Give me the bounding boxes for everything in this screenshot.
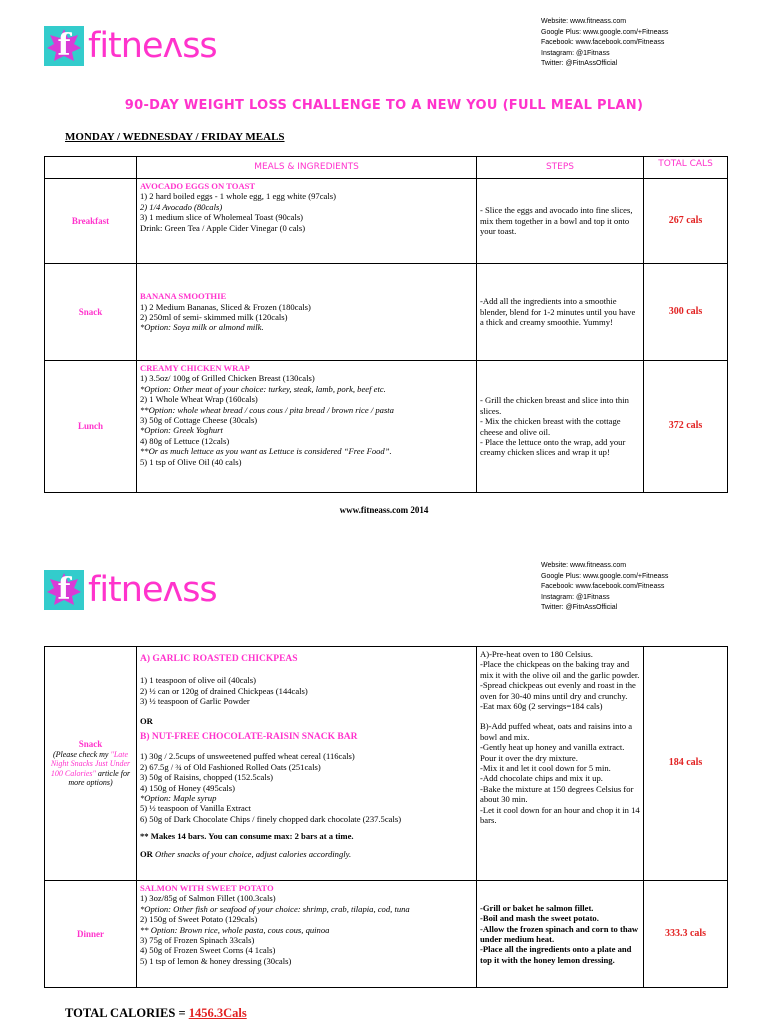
logo-badge-icon: f	[44, 26, 84, 66]
ingredients-cell	[137, 647, 477, 881]
contact-website: Website: www.fitneass.com	[541, 562, 627, 569]
step-line: -Gently heat up honey and vanilla extract. Pour it over the dry mixture.	[480, 742, 625, 763]
contact-block	[541, 17, 668, 70]
ingredient-line: 2) 67.5g / ¾ of Old Fashioned Rolled Oats (251cals)	[140, 761, 321, 772]
table-row	[45, 179, 728, 264]
steps-cell	[477, 881, 644, 988]
dish-title: BANANA SMOOTHIE	[140, 291, 227, 302]
ingredient-line: 4) 50g of Frozen Sweet Corns (4 1cals)	[140, 945, 276, 956]
contact-google: Google Plus: www.google.com/+Fitneass	[541, 572, 669, 580]
ingredient-line: 1) 2 Medium Bananas, Sliced & Frozen (180cals)	[140, 301, 311, 312]
ingredient-line: 1) 30g / 2.5cups of unsweetened puffed wheat cereal (116cals)	[140, 751, 355, 762]
day-subheading: MONDAY / WEDNESDAY / FRIDAY MEALS	[65, 131, 285, 143]
step-line: B)-Add puffed wheat, oats and raisins into a bowl and mix.	[480, 721, 633, 742]
step-line: -Place all the ingredients onto a plate and top it with the honey lemon dressing.	[480, 944, 632, 965]
table-row	[45, 361, 728, 493]
ingredient-line: 2) ½ can or 120g of drained Chickpeas (144cals)	[140, 685, 308, 696]
step-line: - Mix the chicken breast with the cottage cheese and olive oil.	[480, 416, 621, 437]
ingredient-line: *Option: Other fish or seafood of your choice: shrimp, crab, tilapia, cod, tuna	[140, 903, 410, 914]
other-snacks-note: OR Other snacks of your choice, adjust calories accordingly.	[140, 848, 352, 859]
table-row	[45, 647, 728, 881]
contact-block-2	[541, 561, 668, 614]
ingredient-line: 4) 150g of Honey (495cals)	[140, 782, 235, 793]
steps-cell	[477, 179, 644, 264]
step-line: -Allow the frozen spinach and corn to thaw under medium heat.	[480, 923, 639, 944]
contact-website: Website: www.fitneass.com	[541, 18, 627, 25]
step-line: - Place the lettuce onto the wrap, add your creamy chicken slices and wrap it up!	[480, 436, 626, 458]
ingredient-line: Drink: Green Tea / Apple Cider Vinegar (0 cals)	[140, 222, 306, 233]
or-separator: OR	[140, 715, 153, 726]
category-snack: Snack (Please check my "Late Night Snacks Just Under 100 Calories" article for more options)	[45, 647, 137, 881]
step-line: A)-Pre-heat oven to 180 Celsius.	[480, 649, 593, 659]
contact-google: Google Plus: www.google.com/+Fitneass	[541, 28, 669, 36]
dish-title: A) GARLIC ROASTED CHICKPEAS	[140, 654, 298, 664]
steps-cell	[477, 647, 644, 881]
meal-table-2	[44, 646, 728, 988]
dish-title: AVOCADO EGGS ON TOAST	[140, 181, 256, 191]
ingredient-line: 3) 75g of Frozen Spinach 33cals)	[140, 935, 255, 946]
ingredients-cell	[137, 179, 477, 264]
ingredient-line: *Option: Maple syrup	[140, 793, 217, 804]
ingredient-line: 5) 1 tsp of Olive Oil (40 cals)	[140, 456, 242, 467]
ingredient-line: 1) 3.5oz/ 100g of Grilled Chicken Breast (130cals)	[140, 373, 315, 384]
category-dinner: Dinner	[45, 881, 137, 988]
category-lunch: Lunch	[45, 361, 137, 493]
ingredient-line: *Option: Greek Yoghurt	[140, 425, 223, 436]
total-value: 1456.3Cals	[188, 1006, 247, 1020]
ingredient-line: 1) 1 teaspoon of olive oil (40cals)	[140, 675, 256, 686]
page-footer: www.fitneass.com 2014	[339, 505, 429, 515]
dish-title: SALMON WITH SWEET POTATO	[140, 883, 274, 893]
ingredient-line: 2) 1 Whole Wheat Wrap (160cals)	[140, 394, 258, 405]
ingredient-line: 6) 50g of Dark Chocolate Chips / finely chopped dark chocolate (237.5cals)	[140, 813, 402, 824]
step-line: -Place the chickpeas on the baking tray and mix it with the olive oil and the garlic powder.	[480, 659, 640, 680]
ingredient-line: 3) 50g of Cottage Cheese (30cals)	[140, 415, 258, 426]
contact-facebook: Facebook: www.facebook.com/Fitneass	[541, 583, 665, 591]
calories-value: 372 cals	[644, 361, 728, 493]
brand-logo-2	[44, 570, 217, 610]
ingredient-line: 3) 50g of Raisins, chopped (152.5cals)	[140, 772, 273, 783]
ingredient-line: 2) 250ml of semi- skimmed milk (120cals)	[140, 312, 288, 322]
ingredient-line: *Option: Other meat of your choice: turkey, steak, lamb, pork, beef etc.	[140, 383, 386, 394]
logo-wordmark: fitneʌss	[88, 25, 217, 66]
dish-title: CREAMY CHICKEN WRAP	[140, 363, 250, 373]
header-blank	[45, 157, 137, 179]
snack-note: (Please check my "Late Night Snacks Just Under 100 Calories" article for more options)	[50, 749, 131, 788]
total-calories	[65, 1006, 247, 1021]
category-breakfast: Breakfast	[45, 179, 137, 264]
logo-wordmark: fitneʌss	[88, 569, 217, 610]
steps-cell	[477, 361, 644, 493]
header-total-cals: TOTAL CALS	[644, 157, 728, 179]
header-meals: MEALS & INGREDIENTS	[137, 157, 477, 179]
calories-value: 300 cals	[644, 264, 728, 361]
step-line: -Eat max 60g (2 servings=184 cals)	[480, 701, 603, 712]
contact-twitter: Twitter: @FitnAssOfficial	[541, 604, 618, 612]
ingredient-line: 3) ½ teaspoon of Garlic Powder	[140, 696, 250, 707]
ingredient-line: 2) 150g of Sweet Potato (129cals)	[140, 914, 258, 925]
calories-value: 267 cals	[644, 179, 728, 264]
logo-badge-icon: f	[44, 570, 84, 610]
category-snack: Snack	[45, 264, 137, 361]
step-line: -Add all the ingredients into a smoothie blender, blend for 1-2 minutes until you have a thick and creamy smoothie. Yummy!	[480, 296, 636, 328]
ingredient-line: 5) 1 tsp of lemon & honey dressing (30cals)	[140, 955, 292, 966]
step-line: -Spread chickpeas out evenly and roast in the oven for 30-40 mins until dry and crunchy.	[480, 680, 636, 701]
total-label: TOTAL CALORIES =	[65, 1006, 189, 1020]
ingredient-line: ** Option: Brown rice, whole pasta, cous cous, quinoa	[140, 924, 330, 935]
step-line: -Mix it and let it cool down for 5 min.	[480, 763, 611, 774]
ingredient-line: *Option: Soya milk or almond milk.	[140, 322, 264, 333]
meal-table-1	[44, 156, 728, 493]
dish-title: B) NUT-FREE CHOCOLATE-RAISIN SNACK BAR	[140, 732, 358, 743]
late-night-snacks-link[interactable]: "Late Night Snacks Just Under 100 Calories"	[50, 749, 131, 778]
table-row	[45, 881, 728, 988]
calories-value: 333.3 cals	[644, 881, 728, 988]
ingredient-line: 5) ½ teaspoon of Vanilla Extract	[140, 803, 252, 814]
ingredient-line: 4) 80g of Lettuce (12cals)	[140, 435, 230, 446]
ingredient-line: 2) 1/4 Avocado (80cals)	[140, 201, 223, 212]
step-line: - Slice the eggs and avocado into fine slices, mix them together in a bowl and top it onto your toast.	[480, 205, 633, 237]
step-line: -Bake the mixture at 150 degrees Celsius for about 30 min.	[480, 783, 634, 805]
contact-facebook: Facebook: www.facebook.com/Fitneass	[541, 39, 665, 47]
brand-logo	[44, 26, 217, 66]
ingredients-cell	[137, 264, 477, 361]
step-line: -Let it cool down for an hour and chop it in 14 bars.	[480, 804, 640, 826]
ingredients-cell	[137, 881, 477, 988]
calories-value: 184 cals	[644, 647, 728, 881]
ingredient-line: **Or as much lettuce as you want as Lettuce is considered “Free Food”.	[140, 446, 392, 457]
contact-instagram: Instagram: @1Fitnass	[541, 593, 610, 601]
step-line: - Grill the chicken breast and slice into thin slices.	[480, 395, 629, 416]
step-line: -Add chocolate chips and mix it up.	[480, 773, 603, 784]
ingredient-line: 3) 1 medium slice of Wholemeal Toast (90cals)	[140, 212, 304, 223]
makes-note: ** Makes 14 bars. You can consume max: 2 bars at a time.	[140, 831, 354, 842]
page-title: 90-DAY WEIGHT LOSS CHALLENGE TO A NEW YOU (FULL MEAL PLAN)	[124, 98, 644, 113]
ingredients-cell	[137, 361, 477, 493]
header-steps: STEPS	[477, 157, 644, 179]
ingredient-line: 1) 3oz/85g of Salmon Fillet (100.3cals)	[140, 893, 276, 904]
step-line: -Boil and mash the sweet potato.	[480, 913, 599, 924]
step-line: -Grill or baket he salmon fillet.	[480, 902, 594, 913]
steps-cell	[477, 264, 644, 361]
table-row	[45, 264, 728, 361]
ingredient-line: 1) 2 hard boiled eggs - 1 whole egg, 1 egg white (97cals)	[140, 191, 336, 202]
ingredient-line: **Option: whole wheat bread / cous cous / pita bread / brown rice / pasta	[140, 404, 394, 415]
contact-twitter: Twitter: @FitnAssOfficial	[541, 60, 618, 68]
contact-instagram: Instagram: @1Fitnass	[541, 49, 610, 57]
